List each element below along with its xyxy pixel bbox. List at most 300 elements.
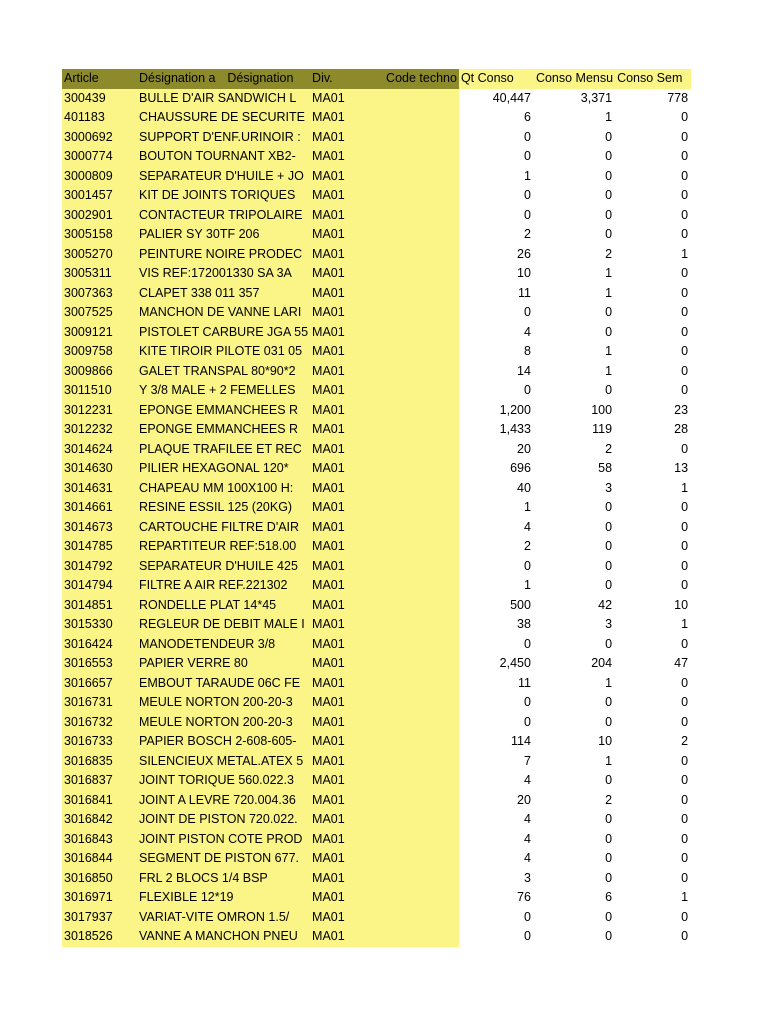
cell-article[interactable] (62, 342, 137, 362)
header-div[interactable]: Div. (310, 69, 384, 89)
cell-designation[interactable] (137, 303, 310, 323)
cell-conso-sem[interactable] (615, 888, 691, 908)
cell-conso-mens[interactable] (534, 615, 615, 635)
cell-qt-conso[interactable] (459, 713, 534, 733)
cell-article[interactable] (62, 225, 137, 245)
cell-qt-conso[interactable] (459, 401, 534, 421)
cell-code-techno[interactable] (384, 108, 459, 128)
cell-qt-conso[interactable] (459, 440, 534, 460)
cell-conso-mens[interactable] (534, 830, 615, 850)
cell-conso-mens[interactable] (534, 342, 615, 362)
cell-conso-sem[interactable] (615, 245, 691, 265)
cell-designation[interactable] (137, 245, 310, 265)
cell-article[interactable] (62, 537, 137, 557)
cell-article[interactable] (62, 108, 137, 128)
cell-article[interactable] (62, 576, 137, 596)
cell-div[interactable] (310, 674, 384, 694)
cell-div[interactable] (310, 186, 384, 206)
cell-article[interactable] (62, 557, 137, 577)
cell-conso-mens[interactable] (534, 206, 615, 226)
cell-conso-sem[interactable] (615, 537, 691, 557)
cell-qt-conso[interactable] (459, 479, 534, 499)
cell-code-techno[interactable] (384, 401, 459, 421)
cell-code-techno[interactable] (384, 128, 459, 148)
cell-article[interactable] (62, 284, 137, 304)
cell-div[interactable] (310, 225, 384, 245)
cell-code-techno[interactable] (384, 186, 459, 206)
cell-designation[interactable] (137, 713, 310, 733)
cell-designation[interactable] (137, 518, 310, 538)
cell-qt-conso[interactable] (459, 264, 534, 284)
cell-code-techno[interactable] (384, 869, 459, 889)
cell-div[interactable] (310, 830, 384, 850)
cell-conso-sem[interactable] (615, 771, 691, 791)
cell-code-techno[interactable] (384, 459, 459, 479)
cell-conso-mens[interactable] (534, 635, 615, 655)
cell-qt-conso[interactable] (459, 381, 534, 401)
cell-conso-mens[interactable] (534, 167, 615, 187)
cell-article[interactable] (62, 245, 137, 265)
cell-article[interactable] (62, 498, 137, 518)
cell-code-techno[interactable] (384, 752, 459, 772)
cell-qt-conso[interactable] (459, 459, 534, 479)
cell-code-techno[interactable] (384, 908, 459, 928)
cell-article[interactable] (62, 869, 137, 889)
cell-conso-sem[interactable] (615, 927, 691, 947)
cell-conso-mens[interactable] (534, 888, 615, 908)
cell-code-techno[interactable] (384, 537, 459, 557)
cell-conso-mens[interactable] (534, 674, 615, 694)
cell-conso-mens[interactable] (534, 596, 615, 616)
cell-conso-sem[interactable] (615, 323, 691, 343)
cell-qt-conso[interactable] (459, 342, 534, 362)
header-code-techno[interactable]: Code techno (384, 69, 459, 89)
cell-qt-conso[interactable] (459, 596, 534, 616)
cell-article[interactable] (62, 323, 137, 343)
cell-designation[interactable] (137, 323, 310, 343)
cell-designation[interactable] (137, 927, 310, 947)
cell-conso-sem[interactable] (615, 693, 691, 713)
cell-conso-mens[interactable] (534, 479, 615, 499)
cell-div[interactable] (310, 596, 384, 616)
cell-conso-sem[interactable] (615, 791, 691, 811)
cell-designation[interactable] (137, 888, 310, 908)
cell-conso-sem[interactable] (615, 752, 691, 772)
cell-div[interactable] (310, 869, 384, 889)
cell-article[interactable] (62, 791, 137, 811)
cell-div[interactable] (310, 927, 384, 947)
cell-conso-mens[interactable] (534, 401, 615, 421)
header-designation[interactable]: Désignation (225, 69, 310, 89)
cell-qt-conso[interactable] (459, 557, 534, 577)
cell-code-techno[interactable] (384, 888, 459, 908)
cell-conso-sem[interactable] (615, 440, 691, 460)
cell-code-techno[interactable] (384, 498, 459, 518)
header-conso-mens[interactable]: Conso Mensu (534, 69, 615, 89)
cell-div[interactable] (310, 518, 384, 538)
cell-div[interactable] (310, 362, 384, 382)
cell-code-techno[interactable] (384, 732, 459, 752)
cell-designation[interactable] (137, 537, 310, 557)
cell-conso-mens[interactable] (534, 89, 615, 109)
cell-code-techno[interactable] (384, 771, 459, 791)
cell-designation[interactable] (137, 557, 310, 577)
cell-article[interactable] (62, 732, 137, 752)
cell-div[interactable] (310, 732, 384, 752)
cell-qt-conso[interactable] (459, 654, 534, 674)
cell-div[interactable] (310, 849, 384, 869)
cell-code-techno[interactable] (384, 147, 459, 167)
cell-qt-conso[interactable] (459, 771, 534, 791)
cell-conso-mens[interactable] (534, 752, 615, 772)
cell-qt-conso[interactable] (459, 576, 534, 596)
cell-article[interactable] (62, 830, 137, 850)
cell-code-techno[interactable] (384, 167, 459, 187)
cell-conso-sem[interactable] (615, 615, 691, 635)
cell-designation[interactable] (137, 791, 310, 811)
cell-qt-conso[interactable] (459, 167, 534, 187)
cell-conso-sem[interactable] (615, 225, 691, 245)
cell-article[interactable] (62, 888, 137, 908)
cell-article[interactable] (62, 362, 137, 382)
cell-qt-conso[interactable] (459, 830, 534, 850)
cell-qt-conso[interactable] (459, 284, 534, 304)
cell-div[interactable] (310, 323, 384, 343)
cell-code-techno[interactable] (384, 264, 459, 284)
cell-code-techno[interactable] (384, 362, 459, 382)
cell-div[interactable] (310, 108, 384, 128)
cell-qt-conso[interactable] (459, 927, 534, 947)
cell-code-techno[interactable] (384, 440, 459, 460)
cell-code-techno[interactable] (384, 245, 459, 265)
cell-conso-sem[interactable] (615, 576, 691, 596)
cell-conso-mens[interactable] (534, 381, 615, 401)
cell-designation[interactable] (137, 206, 310, 226)
cell-conso-mens[interactable] (534, 245, 615, 265)
cell-qt-conso[interactable] (459, 869, 534, 889)
cell-code-techno[interactable] (384, 576, 459, 596)
cell-article[interactable] (62, 752, 137, 772)
cell-div[interactable] (310, 459, 384, 479)
cell-article[interactable] (62, 635, 137, 655)
cell-div[interactable] (310, 206, 384, 226)
cell-qt-conso[interactable] (459, 303, 534, 323)
cell-conso-sem[interactable] (615, 89, 691, 109)
cell-conso-sem[interactable] (615, 810, 691, 830)
cell-conso-sem[interactable] (615, 849, 691, 869)
cell-conso-sem[interactable] (615, 674, 691, 694)
cell-div[interactable] (310, 264, 384, 284)
cell-conso-mens[interactable] (534, 303, 615, 323)
cell-conso-mens[interactable] (534, 225, 615, 245)
cell-designation[interactable] (137, 830, 310, 850)
cell-designation[interactable] (137, 771, 310, 791)
cell-conso-sem[interactable] (615, 381, 691, 401)
cell-article[interactable] (62, 596, 137, 616)
cell-conso-sem[interactable] (615, 518, 691, 538)
cell-div[interactable] (310, 284, 384, 304)
cell-code-techno[interactable] (384, 830, 459, 850)
cell-code-techno[interactable] (384, 596, 459, 616)
cell-conso-mens[interactable] (534, 323, 615, 343)
cell-conso-mens[interactable] (534, 420, 615, 440)
cell-div[interactable] (310, 654, 384, 674)
cell-article[interactable] (62, 186, 137, 206)
cell-article[interactable] (62, 147, 137, 167)
cell-conso-mens[interactable] (534, 264, 615, 284)
cell-conso-mens[interactable] (534, 498, 615, 518)
cell-designation[interactable] (137, 128, 310, 148)
cell-conso-sem[interactable] (615, 479, 691, 499)
cell-designation[interactable] (137, 635, 310, 655)
cell-code-techno[interactable] (384, 615, 459, 635)
cell-conso-sem[interactable] (615, 830, 691, 850)
cell-designation[interactable] (137, 362, 310, 382)
cell-conso-sem[interactable] (615, 342, 691, 362)
cell-designation[interactable] (137, 225, 310, 245)
cell-code-techno[interactable] (384, 791, 459, 811)
cell-div[interactable] (310, 615, 384, 635)
cell-article[interactable] (62, 518, 137, 538)
cell-conso-mens[interactable] (534, 576, 615, 596)
cell-div[interactable] (310, 401, 384, 421)
cell-conso-mens[interactable] (534, 128, 615, 148)
cell-conso-sem[interactable] (615, 303, 691, 323)
cell-conso-sem[interactable] (615, 401, 691, 421)
cell-designation[interactable] (137, 674, 310, 694)
cell-conso-sem[interactable] (615, 596, 691, 616)
cell-code-techno[interactable] (384, 284, 459, 304)
cell-designation[interactable] (137, 381, 310, 401)
cell-designation[interactable] (137, 693, 310, 713)
cell-conso-sem[interactable] (615, 206, 691, 226)
cell-qt-conso[interactable] (459, 206, 534, 226)
cell-code-techno[interactable] (384, 810, 459, 830)
cell-qt-conso[interactable] (459, 245, 534, 265)
cell-conso-mens[interactable] (534, 927, 615, 947)
cell-conso-mens[interactable] (534, 459, 615, 479)
cell-qt-conso[interactable] (459, 615, 534, 635)
cell-code-techno[interactable] (384, 225, 459, 245)
cell-div[interactable] (310, 381, 384, 401)
cell-designation[interactable] (137, 186, 310, 206)
cell-code-techno[interactable] (384, 342, 459, 362)
cell-designation[interactable] (137, 752, 310, 772)
cell-designation[interactable] (137, 576, 310, 596)
cell-designation[interactable] (137, 147, 310, 167)
cell-article[interactable] (62, 674, 137, 694)
cell-conso-mens[interactable] (534, 869, 615, 889)
cell-conso-sem[interactable] (615, 167, 691, 187)
cell-conso-sem[interactable] (615, 147, 691, 167)
cell-conso-mens[interactable] (534, 908, 615, 928)
cell-conso-sem[interactable] (615, 459, 691, 479)
cell-qt-conso[interactable] (459, 693, 534, 713)
cell-designation[interactable] (137, 732, 310, 752)
cell-qt-conso[interactable] (459, 674, 534, 694)
cell-div[interactable] (310, 557, 384, 577)
cell-code-techno[interactable] (384, 420, 459, 440)
cell-code-techno[interactable] (384, 89, 459, 109)
cell-designation[interactable] (137, 869, 310, 889)
cell-div[interactable] (310, 420, 384, 440)
cell-designation[interactable] (137, 264, 310, 284)
cell-qt-conso[interactable] (459, 186, 534, 206)
cell-designation[interactable] (137, 420, 310, 440)
cell-code-techno[interactable] (384, 206, 459, 226)
cell-div[interactable] (310, 713, 384, 733)
header-designation-a[interactable]: Désignation a (137, 69, 225, 89)
cell-conso-mens[interactable] (534, 518, 615, 538)
cell-designation[interactable] (137, 342, 310, 362)
cell-article[interactable] (62, 128, 137, 148)
cell-code-techno[interactable] (384, 518, 459, 538)
cell-conso-sem[interactable] (615, 186, 691, 206)
cell-article[interactable] (62, 927, 137, 947)
cell-div[interactable] (310, 888, 384, 908)
cell-article[interactable] (62, 381, 137, 401)
cell-qt-conso[interactable] (459, 225, 534, 245)
cell-conso-mens[interactable] (534, 362, 615, 382)
cell-div[interactable] (310, 342, 384, 362)
cell-div[interactable] (310, 791, 384, 811)
cell-code-techno[interactable] (384, 635, 459, 655)
cell-designation[interactable] (137, 479, 310, 499)
cell-div[interactable] (310, 89, 384, 109)
cell-qt-conso[interactable] (459, 362, 534, 382)
cell-conso-sem[interactable] (615, 869, 691, 889)
cell-conso-sem[interactable] (615, 635, 691, 655)
cell-qt-conso[interactable] (459, 537, 534, 557)
cell-qt-conso[interactable] (459, 518, 534, 538)
cell-conso-sem[interactable] (615, 420, 691, 440)
cell-qt-conso[interactable] (459, 849, 534, 869)
cell-conso-mens[interactable] (534, 108, 615, 128)
cell-conso-sem[interactable] (615, 362, 691, 382)
cell-conso-mens[interactable] (534, 791, 615, 811)
cell-designation[interactable] (137, 440, 310, 460)
cell-div[interactable] (310, 167, 384, 187)
cell-qt-conso[interactable] (459, 128, 534, 148)
cell-article[interactable] (62, 89, 137, 109)
cell-code-techno[interactable] (384, 927, 459, 947)
cell-conso-sem[interactable] (615, 264, 691, 284)
cell-div[interactable] (310, 303, 384, 323)
header-qt-conso[interactable]: Qt Conso (459, 69, 534, 89)
cell-code-techno[interactable] (384, 654, 459, 674)
cell-designation[interactable] (137, 596, 310, 616)
cell-article[interactable] (62, 401, 137, 421)
cell-designation[interactable] (137, 401, 310, 421)
cell-article[interactable] (62, 849, 137, 869)
cell-designation[interactable] (137, 654, 310, 674)
cell-qt-conso[interactable] (459, 791, 534, 811)
cell-div[interactable] (310, 245, 384, 265)
cell-designation[interactable] (137, 908, 310, 928)
cell-conso-mens[interactable] (534, 440, 615, 460)
cell-article[interactable] (62, 420, 137, 440)
cell-designation[interactable] (137, 498, 310, 518)
cell-code-techno[interactable] (384, 693, 459, 713)
cell-qt-conso[interactable] (459, 420, 534, 440)
cell-conso-mens[interactable] (534, 810, 615, 830)
cell-div[interactable] (310, 635, 384, 655)
cell-conso-sem[interactable] (615, 908, 691, 928)
cell-div[interactable] (310, 479, 384, 499)
cell-qt-conso[interactable] (459, 732, 534, 752)
cell-conso-mens[interactable] (534, 693, 615, 713)
cell-article[interactable] (62, 771, 137, 791)
cell-div[interactable] (310, 771, 384, 791)
cell-qt-conso[interactable] (459, 810, 534, 830)
cell-code-techno[interactable] (384, 557, 459, 577)
cell-conso-mens[interactable] (534, 186, 615, 206)
cell-div[interactable] (310, 908, 384, 928)
cell-designation[interactable] (137, 810, 310, 830)
cell-article[interactable] (62, 264, 137, 284)
cell-conso-mens[interactable] (534, 537, 615, 557)
cell-code-techno[interactable] (384, 713, 459, 733)
cell-conso-sem[interactable] (615, 128, 691, 148)
cell-div[interactable] (310, 128, 384, 148)
cell-div[interactable] (310, 498, 384, 518)
header-article[interactable]: Article (62, 69, 137, 89)
cell-designation[interactable] (137, 108, 310, 128)
cell-conso-sem[interactable] (615, 732, 691, 752)
cell-conso-sem[interactable] (615, 108, 691, 128)
cell-conso-mens[interactable] (534, 557, 615, 577)
cell-article[interactable] (62, 303, 137, 323)
cell-designation[interactable] (137, 459, 310, 479)
cell-conso-mens[interactable] (534, 284, 615, 304)
cell-qt-conso[interactable] (459, 888, 534, 908)
cell-div[interactable] (310, 810, 384, 830)
cell-code-techno[interactable] (384, 674, 459, 694)
cell-conso-sem[interactable] (615, 284, 691, 304)
cell-conso-mens[interactable] (534, 147, 615, 167)
cell-conso-sem[interactable] (615, 654, 691, 674)
cell-div[interactable] (310, 440, 384, 460)
cell-div[interactable] (310, 147, 384, 167)
cell-code-techno[interactable] (384, 849, 459, 869)
cell-qt-conso[interactable] (459, 908, 534, 928)
cell-qt-conso[interactable] (459, 635, 534, 655)
cell-conso-sem[interactable] (615, 498, 691, 518)
cell-article[interactable] (62, 167, 137, 187)
cell-article[interactable] (62, 479, 137, 499)
cell-designation[interactable] (137, 89, 310, 109)
cell-article[interactable] (62, 206, 137, 226)
cell-conso-mens[interactable] (534, 849, 615, 869)
cell-qt-conso[interactable] (459, 147, 534, 167)
cell-qt-conso[interactable] (459, 89, 534, 109)
cell-article[interactable] (62, 693, 137, 713)
cell-qt-conso[interactable] (459, 498, 534, 518)
cell-article[interactable] (62, 440, 137, 460)
cell-designation[interactable] (137, 615, 310, 635)
cell-article[interactable] (62, 810, 137, 830)
cell-code-techno[interactable] (384, 479, 459, 499)
cell-designation[interactable] (137, 167, 310, 187)
cell-conso-mens[interactable] (534, 713, 615, 733)
cell-conso-sem[interactable] (615, 557, 691, 577)
cell-conso-sem[interactable] (615, 713, 691, 733)
cell-article[interactable] (62, 654, 137, 674)
cell-article[interactable] (62, 615, 137, 635)
cell-article[interactable] (62, 713, 137, 733)
cell-qt-conso[interactable] (459, 323, 534, 343)
cell-conso-mens[interactable] (534, 654, 615, 674)
